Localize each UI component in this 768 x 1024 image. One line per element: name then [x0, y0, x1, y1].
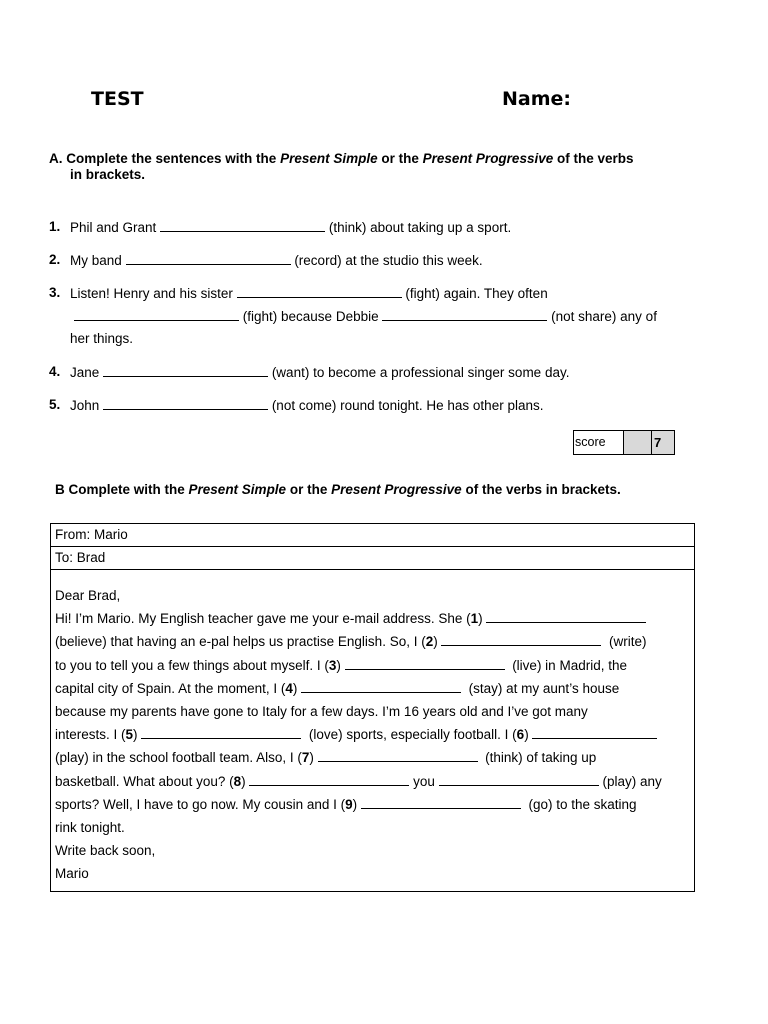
question-number: 1.	[49, 219, 61, 234]
answer-blank[interactable]	[237, 285, 402, 298]
section-a-instruction	[49, 151, 634, 167]
email-line	[55, 723, 690, 746]
answer-blank[interactable]	[382, 308, 547, 321]
email-text: basketball. What about you? (	[55, 773, 234, 789]
email-text: )	[241, 773, 246, 789]
email-text: (think) of taking up	[485, 750, 597, 766]
email-line	[55, 746, 690, 769]
email-text: to you to tell you a few things about myself. I (	[55, 657, 329, 673]
question-text: her things.	[70, 331, 134, 346]
question-text: John	[70, 398, 100, 413]
name-label: Name:	[502, 88, 572, 110]
gap-number: 7	[301, 750, 310, 766]
question-text: (not share) any of	[551, 309, 657, 324]
email-closing: Write back soon,	[55, 843, 156, 859]
email-text: )	[433, 634, 438, 650]
answer-blank[interactable]	[103, 364, 268, 377]
section-a-instruction-line2: in brackets.	[70, 167, 146, 182]
instruction-text: or the	[381, 151, 419, 166]
answer-blank[interactable]	[439, 773, 599, 786]
answer-blank[interactable]	[141, 726, 301, 739]
instruction-text: A. Complete the sentences with the	[49, 151, 277, 166]
email-box	[50, 523, 695, 892]
email-text: (play) any	[602, 773, 662, 789]
question-text: (want) to become a professional singer some day.	[271, 365, 570, 380]
email-text: Hi! I’m Mario. My English teacher gave me your e-mail address. She (	[55, 611, 471, 627]
question-1	[49, 219, 689, 235]
question-text: (record) at the studio this week.	[294, 253, 483, 268]
gap-number: 5	[125, 727, 134, 743]
email-text: (write)	[609, 634, 647, 650]
answer-blank[interactable]	[301, 680, 461, 693]
instruction-italic: Present Progressive	[422, 151, 554, 166]
instruction-text: B Complete with the	[55, 482, 185, 497]
email-text: )	[478, 611, 483, 627]
email-line	[55, 654, 690, 677]
email-text: sports? Well, I have to go now. My cousin and I (	[55, 796, 346, 812]
email-line	[55, 770, 690, 793]
score-input-cell[interactable]	[624, 431, 652, 454]
email-line	[55, 677, 690, 700]
instruction-italic: Present Simple	[188, 482, 287, 497]
question-text: My band	[70, 253, 122, 268]
question-text: (fight) because Debbie	[242, 309, 379, 324]
question-number: 5.	[49, 397, 61, 412]
question-text: (think) about taking up a sport.	[328, 220, 512, 235]
answer-blank[interactable]	[532, 726, 657, 739]
email-text: )	[133, 727, 138, 743]
score-label: score	[574, 431, 624, 454]
gap-number: 3	[328, 657, 337, 673]
gap-number: 8	[233, 773, 242, 789]
email-text: (play) in the school football team. Also, I (	[55, 750, 302, 766]
email-text: (live) in Madrid, the	[512, 657, 627, 673]
question-3	[49, 285, 699, 345]
email-greeting: Dear Brad,	[55, 588, 121, 603]
answer-blank[interactable]	[345, 657, 505, 670]
email-line: rink tonight.	[55, 820, 125, 836]
gap-number: 6	[516, 727, 525, 743]
email-signature: Mario	[55, 866, 89, 882]
test-title: TEST	[91, 88, 144, 110]
question-text: (not come) round tonight. He has other plans.	[271, 398, 544, 413]
email-text: you	[413, 773, 435, 789]
email-text: (go) to the skating	[528, 796, 637, 812]
question-text: (fight) again. They often	[405, 286, 548, 301]
email-text: interests. I (	[55, 727, 126, 743]
score-box	[573, 430, 675, 455]
instruction-italic: Present Simple	[280, 151, 378, 166]
question-text: Phil and Grant	[70, 220, 157, 235]
question-number: 3.	[49, 285, 61, 300]
answer-blank[interactable]	[361, 796, 521, 809]
instruction-text: or the	[289, 482, 328, 497]
question-number: 4.	[49, 364, 61, 379]
email-text: )	[309, 750, 314, 766]
answer-blank[interactable]	[318, 749, 478, 762]
instruction-text: of the verbs	[557, 151, 634, 166]
instruction-text: of the verbs in brackets.	[465, 482, 621, 497]
email-line	[55, 793, 690, 816]
question-text: Jane	[70, 365, 100, 380]
answer-blank[interactable]	[126, 252, 291, 265]
question-5	[49, 397, 689, 413]
email-text: (stay) at my aunt’s house	[468, 680, 620, 696]
instruction-italic: Present Progressive	[331, 482, 462, 497]
email-text: capital city of Spain. At the moment, I (	[55, 680, 286, 696]
email-body	[51, 570, 694, 886]
email-text: (love) sports, especially football. I (	[308, 727, 517, 743]
gap-number: 9	[345, 796, 353, 812]
answer-blank[interactable]	[441, 633, 601, 646]
section-b-instruction	[55, 482, 621, 498]
question-4	[49, 364, 689, 380]
gap-number: 1	[470, 611, 479, 627]
gap-number: 2	[425, 634, 434, 650]
email-line	[55, 630, 690, 653]
answer-blank[interactable]	[160, 219, 325, 232]
email-from: From: Mario	[51, 524, 694, 547]
email-text: )	[352, 796, 358, 812]
answer-blank[interactable]	[74, 308, 239, 321]
gap-number: 4	[285, 680, 293, 696]
email-text: )	[336, 657, 341, 673]
email-to: To: Brad	[51, 547, 694, 570]
question-text: Listen! Henry and his sister	[70, 286, 233, 301]
answer-blank[interactable]	[249, 773, 409, 786]
email-text: (believe) that having an e-pal helps us practise English. So, I (	[55, 634, 426, 650]
email-line: because my parents have gone to Italy for a few days. I’m 16 years old and I’ve got many	[55, 704, 588, 720]
score-total: 7	[652, 431, 674, 454]
email-line	[55, 607, 690, 630]
answer-blank[interactable]	[486, 610, 646, 623]
email-text: )	[524, 727, 529, 743]
question-number: 2.	[49, 252, 61, 267]
question-2	[49, 252, 689, 268]
email-text: )	[292, 680, 298, 696]
answer-blank[interactable]	[103, 397, 268, 410]
